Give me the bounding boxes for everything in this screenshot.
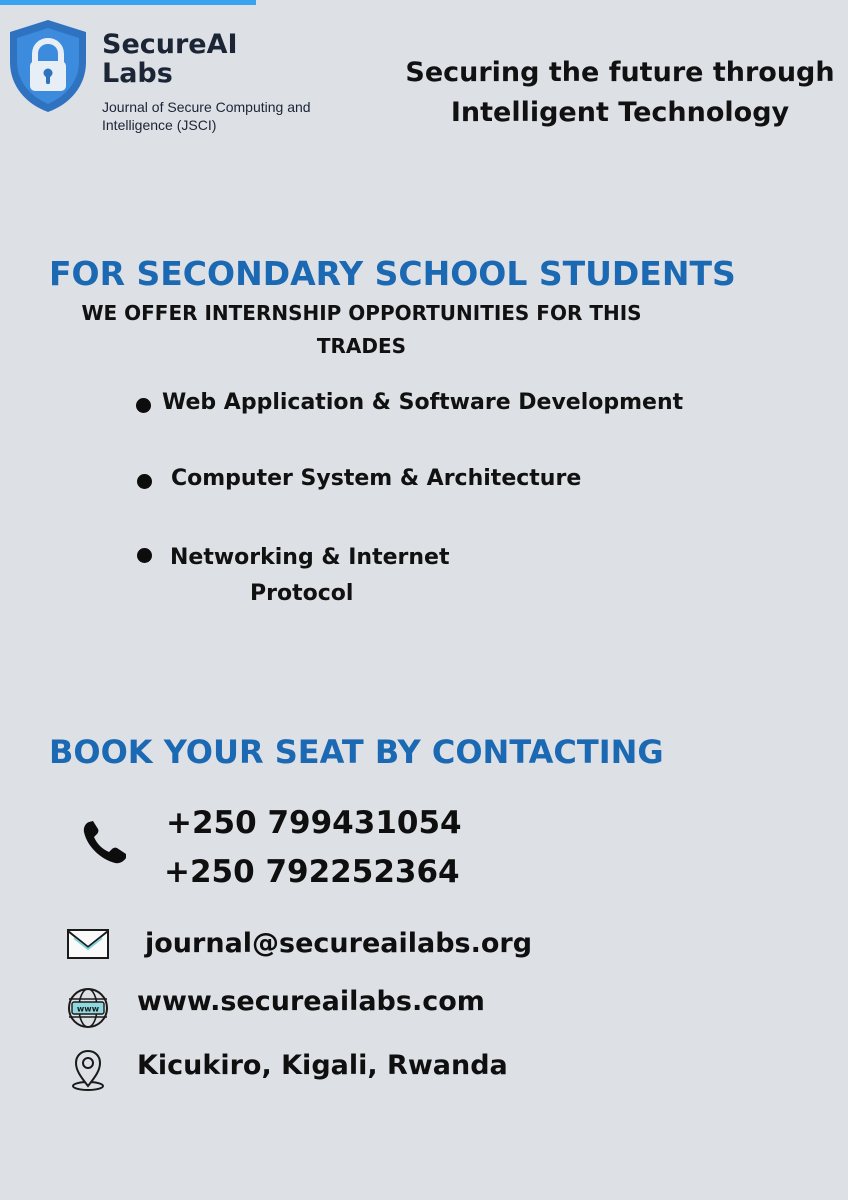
trade-item-computer-systems: Computer System & Architecture <box>171 466 582 491</box>
website-link[interactable]: www.secureailabs.com <box>137 986 485 1017</box>
trade-item-networking <box>170 540 449 612</box>
bullet-icon <box>137 474 152 489</box>
phone-icon <box>80 818 130 868</box>
trade-item-web-development: Web Application & Software Development <box>162 390 684 415</box>
offer-text: WE OFFER INTERNSHIP OPPORTUNITIES FOR THIS TRADES <box>81 301 642 358</box>
brand-name-line2: Labs <box>102 58 173 89</box>
brand-name-line1: SecureAI <box>102 29 238 60</box>
brand-name <box>102 30 292 88</box>
email-link[interactable]: journal@secureailabs.org <box>145 928 533 959</box>
bullet-icon <box>137 548 152 563</box>
brand-subtitle: Journal of Secure Computing and Intelligence (JSCI) <box>102 99 311 133</box>
trade-item-networking-line2: Protocol <box>250 581 354 606</box>
shield-lock-logo-icon <box>6 18 90 114</box>
audience-heading: FOR SECONDARY SCHOOL STUDENTS <box>49 254 736 293</box>
address-text: Kicukiro, Kigali, Rwanda <box>137 1050 508 1081</box>
svg-text:www: www <box>76 1004 100 1014</box>
phone-number[interactable]: +250 792252364 <box>164 854 460 890</box>
bullet-icon <box>136 398 151 413</box>
tagline: Securing the future through Intelligent Technology <box>405 57 835 128</box>
top-accent-bar <box>0 0 256 5</box>
location-pin-icon <box>70 1048 106 1092</box>
mail-icon <box>66 926 110 962</box>
trade-item-networking-line1: Networking & Internet <box>170 545 450 570</box>
book-heading: BOOK YOUR SEAT BY CONTACTING <box>49 733 664 771</box>
globe-www-icon <box>66 986 110 1030</box>
phone-number[interactable]: +250 799431054 <box>166 805 462 841</box>
